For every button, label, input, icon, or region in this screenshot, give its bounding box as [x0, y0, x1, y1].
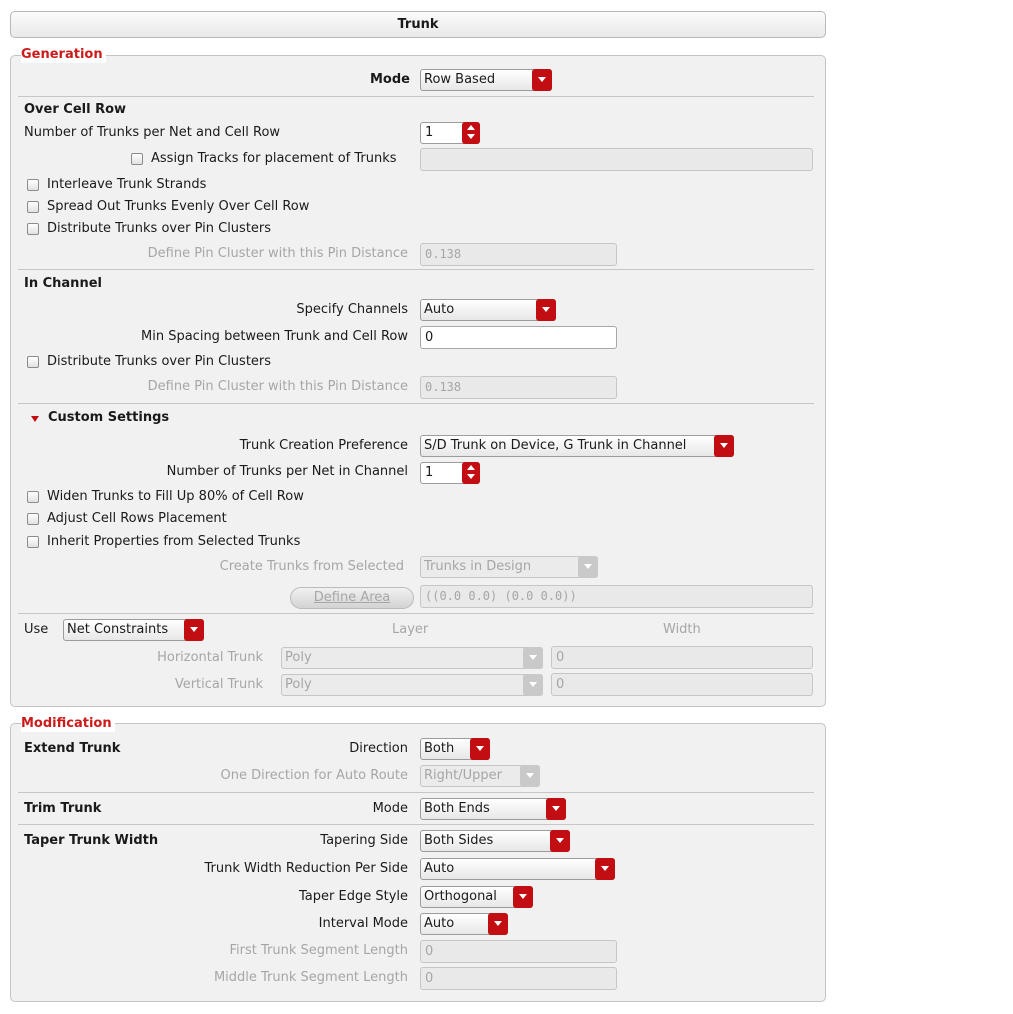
first-segment-field: 0 [420, 940, 617, 963]
separator [18, 403, 814, 404]
interval-mode-label: Interval Mode [318, 916, 408, 931]
widen-label: Widen Trunks to Fill Up 80% of Cell Row [47, 489, 304, 504]
widen-checkbox[interactable] [27, 491, 39, 503]
spread-label: Spread Out Trunks Evenly Over Cell Row [47, 199, 310, 214]
creation-pref-label: Trunk Creation Preference [239, 438, 408, 453]
vertical-layer-select[interactable] [281, 674, 543, 696]
creation-pref-select[interactable] [420, 435, 734, 457]
pin-distance-channel-field: 0.138 [420, 376, 617, 399]
chevron-down-icon [184, 619, 204, 641]
chevron-down-icon [546, 798, 566, 820]
direction-value: Both [424, 741, 455, 756]
width-header: Width [663, 622, 701, 637]
separator [18, 96, 814, 97]
create-from-label: Create Trunks from Selected [219, 559, 404, 574]
edge-style-select[interactable] [420, 886, 533, 908]
min-spacing-label: Min Spacing between Trunk and Cell Row [141, 329, 408, 344]
trim-mode-value: Both Ends [424, 801, 490, 816]
layer-header: Layer [392, 622, 429, 637]
define-area-field: ((0.0 0.0) (0.0 0.0)) [420, 585, 813, 608]
trim-mode-label: Mode [372, 801, 408, 816]
adjust-label: Adjust Cell Rows Placement [47, 511, 227, 526]
use-select-value: Net Constraints [67, 622, 169, 637]
direction-label: Direction [349, 741, 408, 756]
chevron-down-icon [488, 913, 508, 935]
horizontal-trunk-label: Horizontal Trunk [157, 650, 263, 665]
over-cell-row-heading: Over Cell Row [24, 102, 127, 117]
spread-checkbox[interactable] [27, 201, 39, 213]
define-area-button[interactable]: Define Area [290, 587, 414, 609]
separator [18, 613, 814, 614]
trunks-per-net-label: Number of Trunks per Net and Cell Row [24, 125, 281, 140]
horizontal-layer-select[interactable] [281, 647, 543, 669]
horizontal-layer-value: Poly [285, 650, 312, 665]
chevron-down-icon [513, 886, 533, 908]
trunks-in-channel-value: 1 [425, 465, 434, 480]
separator [18, 269, 814, 270]
spin-arrows-icon[interactable] [462, 122, 480, 144]
specify-channels-value: Auto [424, 302, 455, 317]
assign-tracks-checkbox[interactable] [131, 153, 143, 165]
chevron-down-icon [520, 765, 540, 787]
trunks-in-channel-spinbox[interactable] [420, 462, 480, 484]
middle-segment-label: Middle Trunk Segment Length [213, 970, 408, 985]
edge-style-value: Orthogonal [424, 889, 497, 904]
interleave-label: Interleave Trunk Strands [47, 177, 207, 192]
generation-legend: Generation [21, 47, 106, 63]
trunks-per-net-spinbox[interactable] [420, 122, 480, 144]
use-label: Use [24, 622, 49, 637]
inherit-label: Inherit Properties from Selected Trunks [47, 534, 301, 549]
vertical-width-field: 0 [551, 673, 813, 696]
interval-mode-select[interactable] [420, 913, 508, 935]
distribute-channel-checkbox[interactable] [27, 356, 39, 368]
direction-select[interactable] [420, 738, 490, 760]
distribute-channel-label: Distribute Trunks over Pin Clusters [47, 354, 272, 369]
interleave-checkbox[interactable] [27, 179, 39, 191]
trunks-in-channel-label: Number of Trunks per Net in Channel [166, 464, 408, 479]
first-segment-label: First Trunk Segment Length [229, 943, 408, 958]
in-channel-heading: In Channel [24, 276, 102, 291]
vertical-trunk-label: Vertical Trunk [174, 677, 263, 692]
pin-distance-field: 0.138 [420, 243, 617, 266]
reduction-value: Auto [424, 861, 455, 876]
mode-select[interactable] [420, 69, 552, 91]
chevron-down-icon [595, 858, 615, 880]
tapering-side-value: Both Sides [424, 833, 494, 848]
trim-mode-select[interactable] [420, 798, 566, 820]
chevron-down-icon [536, 299, 556, 321]
reduction-label: Trunk Width Reduction Per Side [204, 861, 408, 876]
distribute-checkbox[interactable] [27, 223, 39, 235]
horizontal-width-field: 0 [551, 646, 813, 669]
mode-label: Mode [370, 72, 410, 87]
tapering-side-label: Tapering Side [320, 833, 408, 848]
creation-pref-value: S/D Trunk on Device, G Trunk in Channel [424, 438, 687, 453]
trim-trunk-heading: Trim Trunk [24, 801, 102, 816]
tapering-side-select[interactable] [420, 830, 570, 852]
chevron-down-icon [523, 647, 543, 669]
pin-distance-channel-label: Define Pin Cluster with this Pin Distance [147, 379, 408, 394]
assign-tracks-field [420, 148, 813, 171]
middle-segment-field: 0 [420, 967, 617, 990]
distribute-label: Distribute Trunks over Pin Clusters [47, 221, 272, 236]
use-select[interactable] [63, 619, 204, 641]
chevron-down-icon [578, 556, 598, 578]
vertical-layer-value: Poly [285, 677, 312, 692]
panel-title: Trunk [10, 11, 826, 38]
one-direction-label: One Direction for Auto Route [220, 768, 408, 783]
one-direction-select[interactable] [420, 765, 540, 787]
one-direction-value: Right/Upper [424, 768, 502, 783]
chevron-down-icon [714, 435, 734, 457]
min-spacing-input[interactable]: 0 [420, 326, 617, 349]
expand-triangle-icon[interactable] [31, 416, 39, 422]
create-from-select[interactable] [420, 556, 598, 578]
taper-trunk-heading: Taper Trunk Width [24, 833, 159, 848]
pin-distance-label: Define Pin Cluster with this Pin Distance [147, 246, 408, 261]
extend-trunk-heading: Extend Trunk [24, 741, 121, 756]
interval-mode-value: Auto [424, 916, 455, 931]
custom-settings-heading[interactable]: Custom Settings [48, 410, 170, 425]
mode-select-value: Row Based [424, 72, 496, 87]
edge-style-label: Taper Edge Style [299, 889, 408, 904]
reduction-select[interactable] [420, 858, 615, 880]
trunks-per-net-value: 1 [425, 125, 434, 140]
assign-tracks-label: Assign Tracks for placement of Trunks [151, 151, 397, 166]
adjust-checkbox[interactable] [27, 513, 39, 525]
create-from-value: Trunks in Design [424, 559, 532, 574]
separator [18, 792, 814, 793]
specify-channels-label: Specify Channels [296, 302, 408, 317]
inherit-checkbox[interactable] [27, 536, 39, 548]
separator [18, 824, 814, 825]
spin-arrows-icon[interactable] [462, 462, 480, 484]
chevron-down-icon [532, 69, 552, 91]
chevron-down-icon [470, 738, 490, 760]
chevron-down-icon [523, 674, 543, 696]
modification-legend: Modification [21, 716, 115, 732]
chevron-down-icon [550, 830, 570, 852]
specify-channels-select[interactable] [420, 299, 556, 321]
